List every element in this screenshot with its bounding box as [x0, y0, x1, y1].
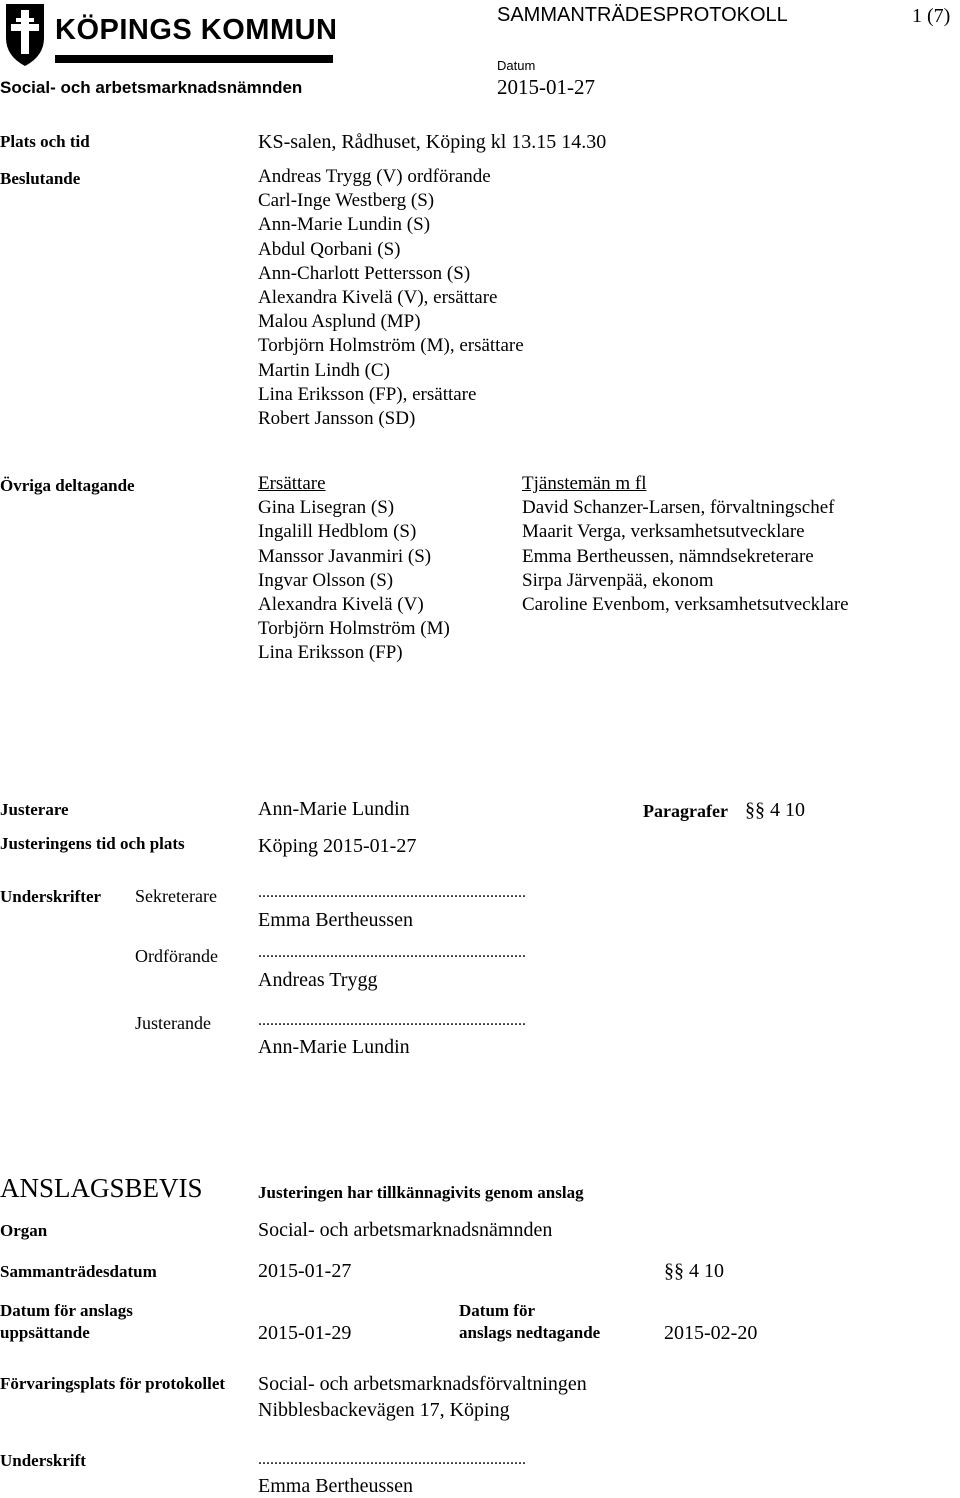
logo-wordmark: KÖPINGS KOMMUN: [55, 14, 338, 46]
committee-name: Social- och arbetsmarknadsnämnden: [0, 78, 303, 97]
list-item: Alexandra Kivelä (V): [258, 594, 424, 616]
list-item: David Schanzer-Larsen, förvaltningschef: [522, 497, 835, 519]
logo-underline: [55, 55, 333, 63]
list-item: Sirpa Järvenpää, ekonom: [522, 569, 714, 591]
posted-date: 2015-01-29: [258, 1322, 352, 1344]
posted-date-label-line-1: Datum för anslags: [0, 1301, 133, 1320]
signature-line: ...................................................................: [258, 884, 526, 901]
list-item: Caroline Evenbom, verksamhetsutvecklare: [522, 594, 849, 616]
notice-subtitle: Justeringen har tillkännagivits genom anslag: [258, 1183, 584, 1202]
list-item: Torbjörn Holmström (M), ersättare: [258, 335, 524, 357]
municipal-cross-emblem-icon: [0, 0, 50, 68]
adjuster-name: Ann-Marie Lundin: [258, 798, 410, 820]
list-item: Lina Eriksson (FP): [258, 642, 403, 664]
organ-label: Organ: [0, 1221, 48, 1240]
adjustment-time-place-label: Justeringens tid och plats: [0, 834, 185, 853]
meeting-date-label: Sammanträdesdatum: [0, 1262, 157, 1281]
list-item: Robert Jansson (SD): [258, 408, 416, 430]
signature-name: Emma Bertheussen: [258, 1475, 413, 1497]
list-item: Torbjörn Holmström (M): [258, 618, 450, 640]
signature-label: Underskrift: [0, 1451, 86, 1470]
kopings-kommun-logo: [0, 0, 338, 68]
page-number: 1 (7): [912, 5, 951, 27]
signature-line: ...................................................................: [258, 944, 526, 961]
decision-makers-label: Beslutande: [0, 169, 81, 188]
signature-line: ...................................................................: [258, 1012, 526, 1029]
list-item: Gina Lisegran (S): [258, 497, 395, 519]
list-item: Abdul Qorbani (S): [258, 238, 401, 260]
signature-name: Ann-Marie Lundin: [258, 1036, 410, 1058]
list-item: Alexandra Kivelä (V), ersättare: [258, 287, 498, 309]
list-item: Maarit Verga, verksamhetsutvecklare: [522, 521, 805, 543]
notice-title: ANSLAGSBEVIS: [0, 1173, 203, 1203]
storage-line-2: Nibblesbackevägen 17, Köping: [258, 1399, 510, 1421]
organ-value: Social- och arbetsmarknadsnämnden: [258, 1219, 553, 1241]
list-item: Malou Asplund (MP): [258, 311, 421, 333]
document-type: SAMMANTRÄDESPROTOKOLL: [497, 4, 788, 26]
list-item: Ingvar Olsson (S): [258, 569, 394, 591]
list-item: Ingalill Hedblom (S): [258, 521, 417, 543]
list-item: Carl-Inge Westberg (S): [258, 190, 435, 212]
signature-role: Justerande: [135, 1013, 211, 1033]
notice-meeting-date: 2015-01-27: [258, 1260, 352, 1282]
signature-role: Ordförande: [135, 946, 218, 966]
date-label: Datum: [497, 58, 536, 73]
notice-paragraphs: §§ 4 10: [664, 1260, 724, 1282]
decision-makers-list: [258, 165, 524, 431]
list-item: Ann-Marie Lundin (S): [258, 214, 431, 236]
removed-date-label-line-1: Datum för: [459, 1301, 536, 1320]
officials-heading: Tjänstemän m fl: [522, 473, 647, 494]
adjustment-time-place-value: Köping 2015-01-27: [258, 835, 417, 857]
signature-role: Sekreterare: [135, 886, 217, 906]
signatures-label: Underskrifter: [0, 887, 102, 906]
list-item: Martin Lindh (C): [258, 359, 390, 381]
removed-date-label-line-2: anslags nedtagande: [459, 1323, 601, 1342]
other-participants-label: Övriga deltagande: [0, 476, 135, 495]
list-item: Ann-Charlott Pettersson (S): [258, 262, 471, 284]
paragraphs-label: Paragrafer: [643, 801, 728, 821]
meeting-date: 2015-01-27: [497, 75, 595, 99]
substitutes-heading: Ersättare: [258, 473, 326, 494]
list-item: Lina Eriksson (FP), ersättare: [258, 383, 477, 405]
posted-date-label-line-2: uppsättande: [0, 1323, 90, 1342]
place-value: KS-salen, Rådhuset, Köping kl 13.15 14.30: [258, 131, 607, 153]
list-item: Emma Bertheussen, nämndsekreterare: [522, 545, 814, 567]
adjuster-label: Justerare: [0, 800, 69, 819]
signature-name: Andreas Trygg: [258, 969, 378, 991]
paragraphs-value: §§ 4 10: [745, 799, 805, 821]
removed-date: 2015-02-20: [664, 1322, 758, 1344]
list-item: Andreas Trygg (V) ordförande: [258, 166, 491, 187]
storage-line-1: Social- och arbetsmarknadsförvaltningen: [258, 1373, 587, 1395]
signature-line: ...................................................................: [258, 1451, 526, 1468]
signature-name: Emma Bertheussen: [258, 909, 413, 931]
list-item: Manssor Javanmiri (S): [258, 545, 432, 567]
storage-label: Förvaringsplats för protokollet: [0, 1374, 226, 1393]
officials-list: [522, 472, 849, 617]
place-label: Plats och tid: [0, 132, 90, 151]
substitutes-list: [258, 472, 450, 666]
